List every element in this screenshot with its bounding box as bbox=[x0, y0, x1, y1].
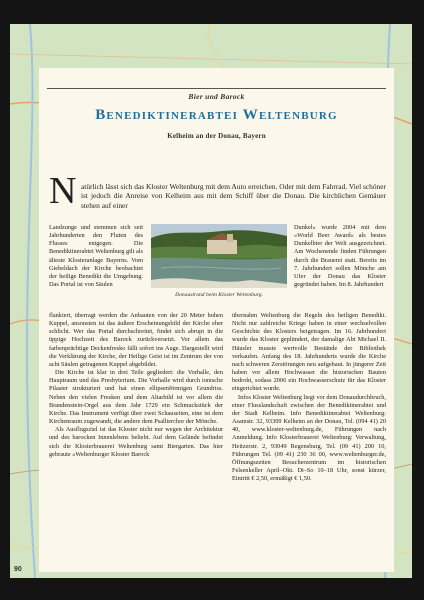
info-paragraph: Infos Kloster Weltenburg liegt vor dem Donaudurchbruch, einer Flusslandschaft zwischen der Benediktinerabtei und der Stadt Kelheim. Info Benediktinerabtei Weltenburg: Asamstr. 32, 93309 Kelheim an der Donau, Tel. (094 41) 20 40, www.kloster-weltenburg.de, Führungen nach Anmeldung. Info Klosterbrauerei Weltenburg: Verwaltung, Heitzerstr. 2, 93049 Regensburg, Tel. (09 41) 200 10, Führungen Tel. (09 41) 230 36 00, www.weltenburger.de, Öffnungszeiten Besucherzentrum im historischen Felsenkeller April–Okt. Di–So 10–18 Uhr, sonst kürzer, Eintritt € 2,50, ermäßigt € 1,50. bbox=[232, 393, 386, 483]
right-top-text: Dunkel« wurde 2004 mit dem »World Beer Award« als bestes Dunkelbier der Welt ausgezeichnet. Am Wochenende finden Führungen durch die Brauerei statt. Bereits im 7. Jahrhundert sollen Mönche am Ufer der Donau das Kloster gegründet haben. Im 8. Jahrhundert bbox=[294, 224, 386, 289]
left-column bbox=[49, 312, 223, 459]
paragraph: Als Ausflugsziel ist das Kloster nicht nur wegen der Architektur und des barocken Innenlebens beliebt. Auf dem Gelände befindet sich die Klosterbrauerei Weltenburg samt Biergarten. Das hier gebraute »Weltenburger Kloster Barock bbox=[49, 426, 223, 458]
paragraph: Die Kirche ist klar in drei Teile gegliedert: die Vorhalle, den Hauptraum und das Presbyterium. Die Vorhalle wird durch ionische Pilaster strukturiert und hat einen ellipsenförmigen Grundriss. Neben den vielen Fresken und dem Altarbild ist vor allem die Brandenstein-Orgel aus dem Jahr 1729 ein Schmuckstück der Kirche. Das Instrument verfügt über zwei Schauseiten, eine ist dem Kirchenraum zugewandt, die andere dem Psallierchor der Mönche. bbox=[49, 369, 223, 426]
drop-cap: N bbox=[49, 170, 77, 212]
article-subtitle: Kelheim an der Donau, Bayern bbox=[167, 132, 266, 140]
left-top-text: Landzunge und stemmen sich seit Jahrhunderten den Fluten des Flusses entgegen. Die Benediktinerabtei Weltenburg gilt als älteste Klosteranlage Bayerns. Vom Giebeldach der Kirche beobachtet der heilige Benedikt die Umgebung. Das Portal ist von Säulen bbox=[49, 224, 143, 289]
right-column bbox=[232, 312, 386, 483]
article-title: Benediktinerabtei Weltenburg bbox=[95, 107, 338, 123]
monastery-photo bbox=[151, 224, 287, 288]
book-page bbox=[10, 24, 412, 578]
paragraph: flankiert, überragt werden die Anbauten von der 20 Meter hohen Kuppel, ansonsten ist das äußere Erscheinungsbild der Kirche eher schlicht. Wer das Portal durchschreitet, findet sich abrupt in die üppige Hochzeit des Barock zurückversetzt. Vor allem das farbenprächtige Deckenfresko fällt sofort ins Auge. Dargestellt wird die Verklärung der Kirche, der Heilige Geist ist im Zentrum der von acht Säulen getragenen Kuppel abgebildet. bbox=[49, 312, 223, 368]
photo-caption: Donaustrand beim Kloster Weltenburg. bbox=[175, 292, 263, 298]
paragraph: übernahm Weltenburg die Regeln des heiligen Benedikt. Nicht nur zahlreiche Kriege haben in einer wechselvollen Geschichte des Klosters beigetragen. Im 16. Jahrhundert wurde das Kloster geplündert, der damalige Abt Michael II. Häusler musste wertvolle Bestände der Bibliothek verkaufen. Anfang des 18. Jahrhunderts wurde die Kirche nach schweren Zerstörungen neu aufgebaut. In jüngerer Zeit haben vor allem Hochwasser die historischen Bauten bedroht, sodass 2006 ein Hochwasserschutz für das Kloster eingerichtet wurde. bbox=[232, 312, 386, 393]
section-label: Bier und Barock bbox=[188, 92, 245, 101]
page-number: 90 bbox=[14, 566, 22, 573]
lead-paragraph: atürlich lässt sich das Kloster Weltenburg mit dem Auto erreichen. Oder mit dem Fahrrad. Viel schöner ist jedoch die Anreise von Kelheim aus mit dem Schiff über die Donau. Die kirchlichen Gemäuer stehen auf einer bbox=[81, 182, 386, 210]
top-rule bbox=[47, 88, 386, 89]
article-panel bbox=[39, 68, 394, 572]
